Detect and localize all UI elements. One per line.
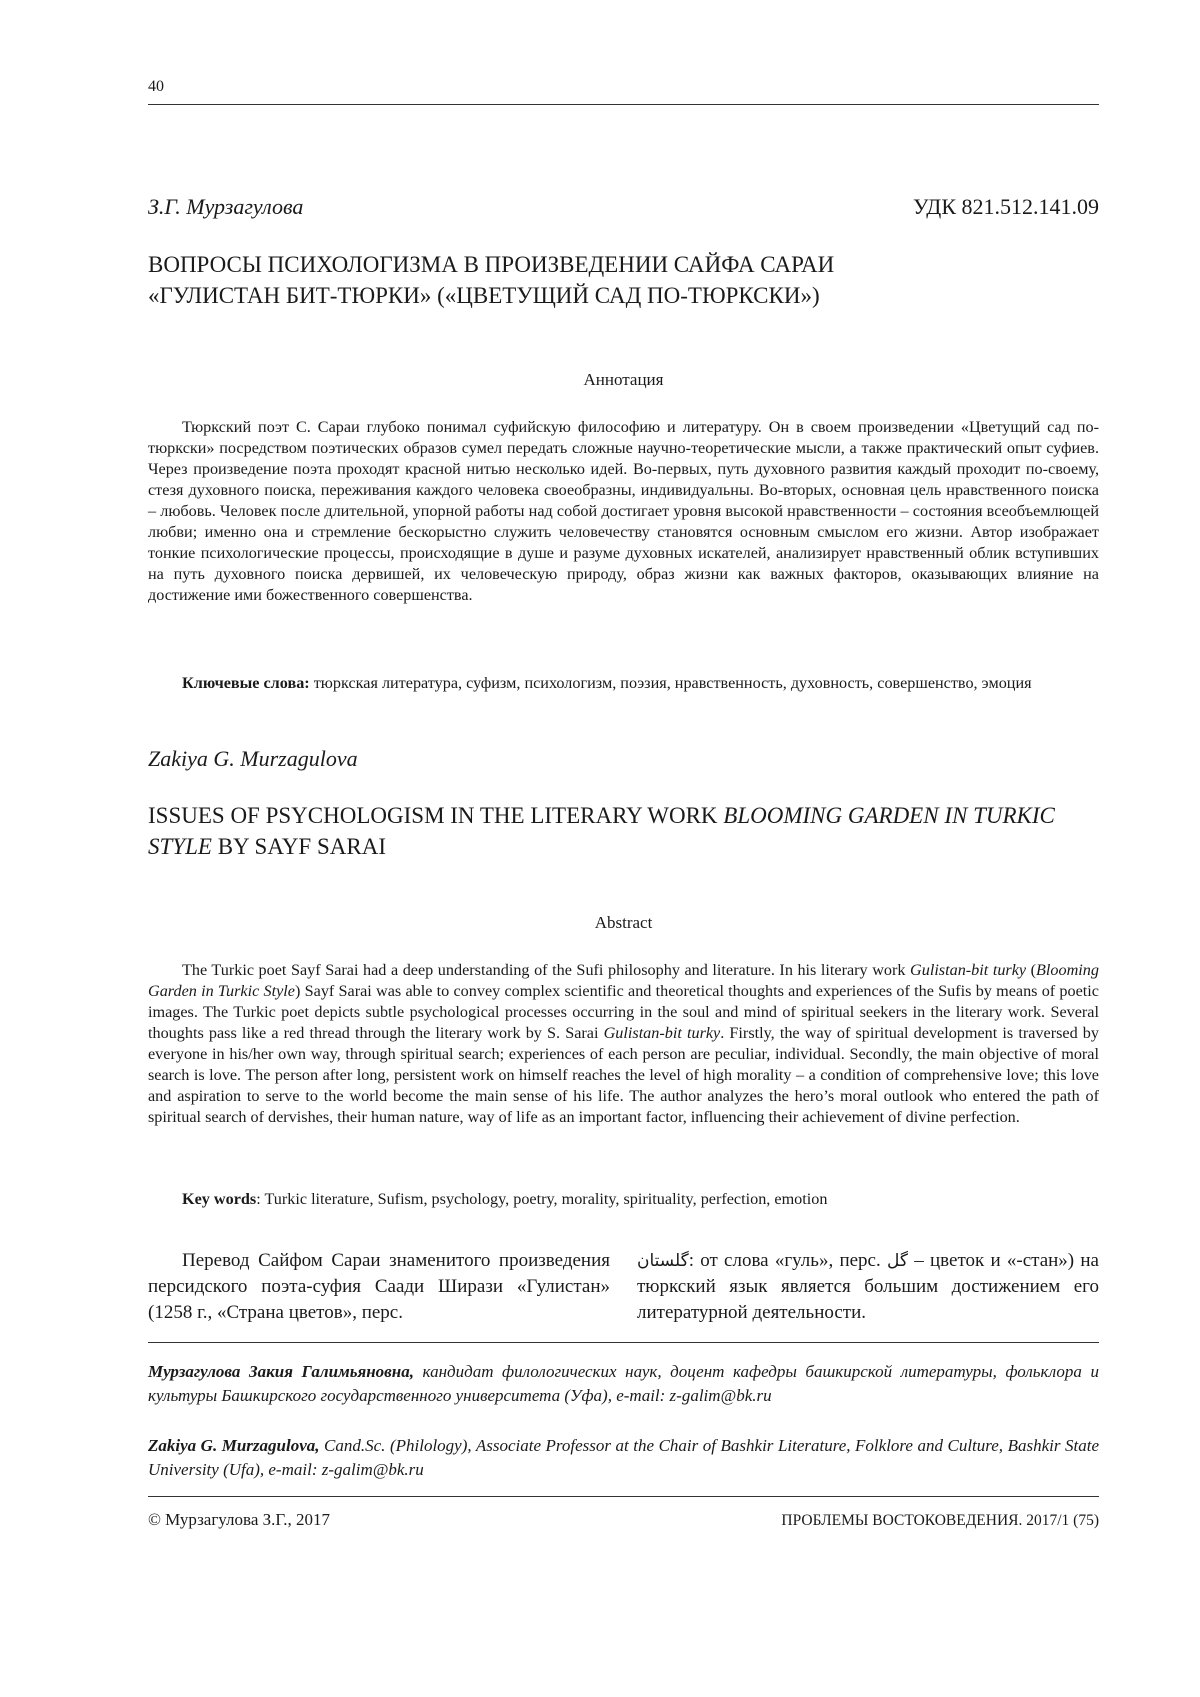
- title-en: [148, 800, 1099, 862]
- header-rule: [148, 104, 1099, 105]
- abstract-en-italic-2: Blooming Garden in Turkic Style: [148, 961, 1099, 1000]
- udk-code: УДК 821.512.141.09: [912, 194, 1099, 219]
- page-number: 40: [148, 78, 164, 95]
- footnote-ru-text: кандидат филологических наук, доцент кафедры башкирской литературы, фольклора и культуры Башкирского государственного университета (Уфа), e-mail: z-galim@bk.ru: [148, 1362, 1100, 1405]
- title-ru-line-1: ВОПРОСЫ ПСИХОЛОГИЗМА В ПРОИЗВЕДЕНИИ САЙФА САРАИ: [148, 252, 835, 277]
- keywords-en-text: : Turkic literature, Sufism, psychology, poetry, morality, spirituality, perfection, emotion: [256, 1190, 828, 1208]
- abstract-en-italic-3: Gulistan-bit turky: [603, 1024, 721, 1042]
- footnote-en-text: Cand.Sc. (Philology), Associate Professor at the Chair of Bashkir Literature, Folklore and Culture, Bashkir State University (Ufa), e-mail: z-galim@bk.ru: [148, 1436, 1099, 1479]
- arabic-word-gul: گل: [887, 1251, 908, 1271]
- abstract-en-text-1: The Turkic poet Sayf Sarai had a deep understanding of the Sufi philosophy and literature. In his literary work: [182, 961, 911, 979]
- body-column-right-text-1: : от слова «гуль», перс.: [688, 1250, 887, 1271]
- body-column-left-text: Перевод Сайфом Сараи знаменитого произведения персидского поэта-суфия Саади Ширази «Гулистан» (1258 г., «Страна цветов», перс.: [148, 1250, 610, 1323]
- keywords-en: [148, 1189, 1099, 1210]
- journal-name: ПРОБЛЕМЫ ВОСТОКОВЕДЕНИЯ. 2017/1 (75): [781, 1512, 1099, 1529]
- keywords-ru: [148, 673, 1099, 694]
- copyright: © Мурзагулова З.Г., 2017: [148, 1510, 331, 1529]
- abstract-en-text-3: ) Sayf Sarai was able to convey complex scientific and theoretical thoughts and experiences of the Sufis by means of poetic images. The Turkic poet depicts subtle psychological processes occurring in the soul and mind of spiritual seekers in the literary work. Several thoughts pass like a red thread through the literary work by S. Sarai: [148, 982, 1099, 1042]
- abstract-en: [148, 960, 1099, 1128]
- body-column-right-text-2: – цветок и «-стан») на тюркский язык является большим достижением его литературной деятельности.: [637, 1250, 1099, 1323]
- footer-rule: [148, 1496, 1099, 1497]
- abstract-en-text-2: (: [1026, 961, 1037, 979]
- author-en: Zakiya G. Murzagulova: [148, 746, 358, 771]
- footnote-ru-name: Мурзагулова Закия Галимьяновна,: [148, 1362, 414, 1381]
- abstract-en-italic-1: Gulistan-bit turky: [910, 961, 1027, 979]
- abstract-ru-text: Тюркский поэт С. Сараи глубоко понимал суфийскую философию и литературу. Он в своем произведении «Цветущий сад по-тюркски» посредством поэтических образов сумел передать сложные научно-теоретические мысли, а также практический опыт суфиев. Через произведение поэта проходят красной нитью несколько идей. Во-первых, путь духовного развития каждый проходит по-своему, стезя духовного поиска, переживания каждого человека своеобразны, индивидуальны. Во-вторых, основная цель нравственного поиска – любовь. Человек после длительной, упорной работы над собой достигает уровня высокой нравственности – состояния всеобъемлющей любви; именно она и стремление бескорыстно служить человечеству становятся основным смыслом его жизни. Автор изображает тонкие психологические процессы, происходящие в душе и разуме духовных искателей, анализирует нравственный облик вступивших на путь духовного поиска дервишей, их человеческую природу, образ жизни как важных факторов, оказывающих влияние на достижение ими божественного совершенства.: [148, 418, 1099, 604]
- title-en-part-2: BY SAYF SARAI: [211, 834, 386, 859]
- title-ru: [148, 249, 1099, 311]
- body-column-left: [148, 1248, 610, 1326]
- body-columns: [148, 1248, 1099, 1326]
- keywords-ru-text: тюркская литература, суфизм, психологизм, поэзия, нравственность, духовность, совершенство, эмоция: [309, 674, 1032, 692]
- author-ru: З.Г. Мурзагулова: [148, 194, 304, 219]
- arabic-word-gulistan: گلستان: [637, 1251, 689, 1271]
- footnote-en-name: Zakiya G. Murzagulova,: [148, 1436, 320, 1455]
- abstract-en-text-4: . Firstly, the way of spiritual development is traversed by everyone in his/her own way, through spiritual search; experiences of each person are peculiar, individual. Secondly, the main objective of moral search is love. The person after long, persistent work on himself reaches the level of high morality – a condition of comprehensive love; this love and aspiration to serve to the world become the main sense of his life. The author analyzes the hero’s moral outlook who entered the path of spiritual search of dervishes, their human nature, way of life as an important factor, influencing their achievement of divine perfection.: [148, 1024, 1099, 1126]
- abstract-ru: [148, 417, 1099, 606]
- footnote-ru: [148, 1360, 1099, 1408]
- title-en-italic: BLOOMING GARDEN IN TURKIC STYLE: [148, 803, 1055, 859]
- keywords-ru-label: Ключевые слова:: [182, 674, 310, 692]
- footnote-rule: [148, 1342, 1099, 1343]
- abstract-heading-en: Abstract: [594, 913, 653, 932]
- abstract-heading-ru: Аннотация: [583, 370, 664, 389]
- footnote-en: [148, 1434, 1099, 1482]
- keywords-en-label: Key words: [182, 1190, 257, 1208]
- title-en-part-1: ISSUES OF PSYCHOLOGISM IN THE LITERARY WORK: [148, 803, 724, 828]
- title-ru-line-2: «ГУЛИСТАН БИТ-ТЮРКИ» («ЦВЕТУЩИЙ САД ПО-ТЮРКСКИ»): [148, 283, 820, 308]
- body-column-right: [637, 1248, 1099, 1326]
